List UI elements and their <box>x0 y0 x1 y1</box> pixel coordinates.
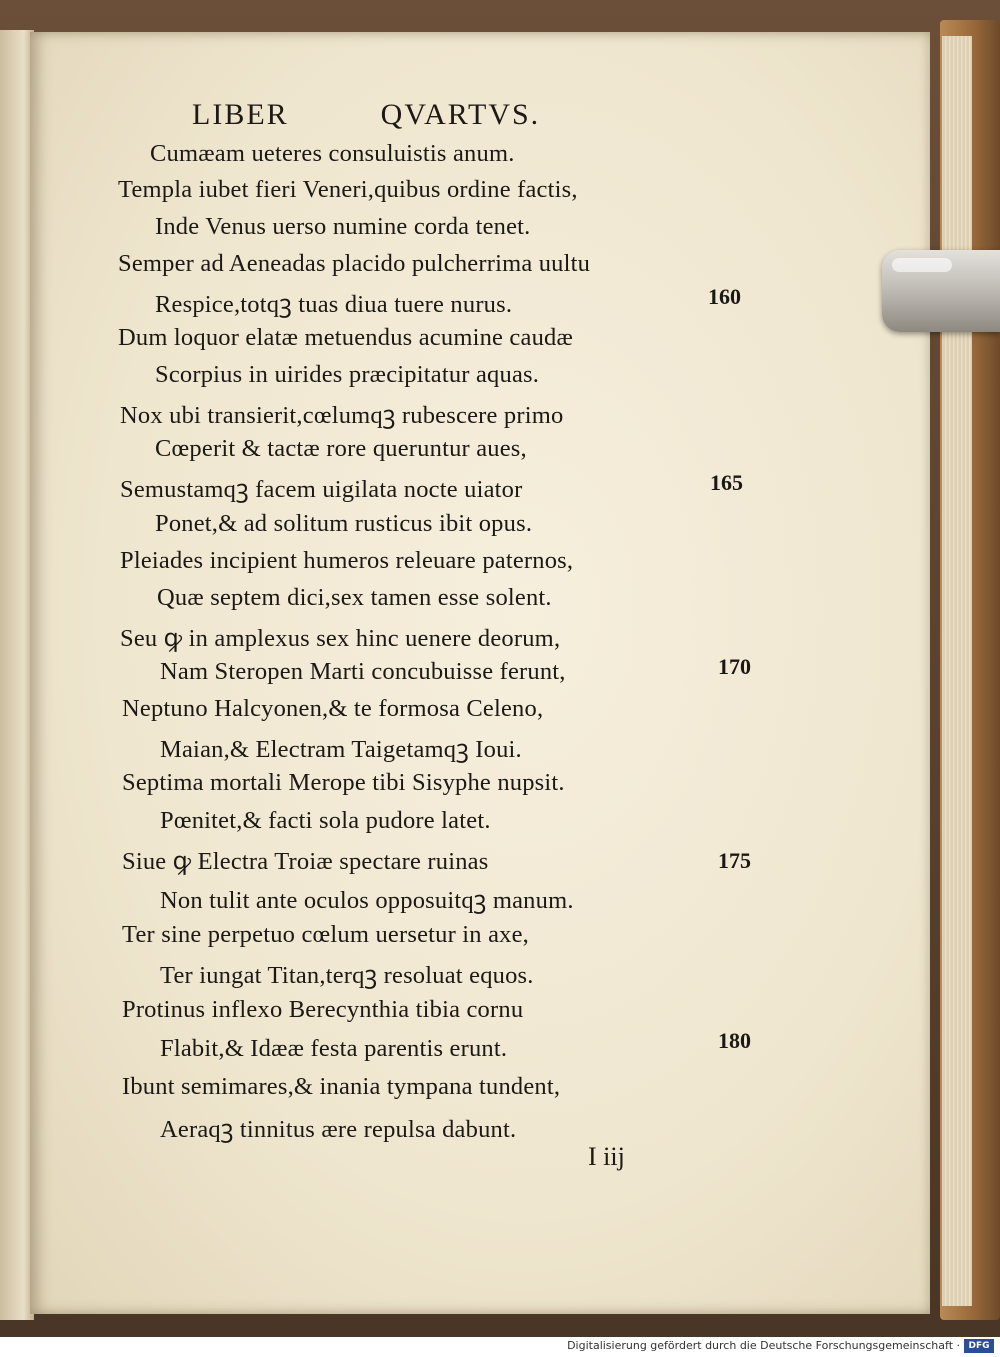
verse-line: Ter sine perpetuo cœlum uersetur in axe, <box>122 921 529 948</box>
verse-line: Nox ubi transierit,cœlumqꝫ rubescere primo <box>120 402 564 429</box>
footer-bar <box>0 1337 1000 1357</box>
verse-line: Ter iungat Titan,terqꝫ resoluat equos. <box>160 962 534 989</box>
line-number: 175 <box>718 848 751 873</box>
page-stack-edge <box>942 36 972 1306</box>
verse-line: Neptuno Halcyonen,& te formosa Celeno, <box>122 695 544 722</box>
header-right: QVARTVS. <box>380 98 541 131</box>
verse-line: Siue ꝙ Electra Troiæ spectare ruinas <box>122 848 489 875</box>
verse-line: Pleiades incipient humeros releuare paternos, <box>120 547 574 574</box>
facing-page-edge <box>0 30 34 1320</box>
verse-line: Respice,totqꝫ tuas diua tuere nurus. <box>155 291 513 318</box>
verse-line: Seu ꝙ in amplexus sex hinc uenere deorum, <box>120 625 561 652</box>
line-number: 170 <box>718 654 751 679</box>
verse-line: Quæ septem dici,sex tamen esse solent. <box>157 584 552 611</box>
verse-line: Non tulit ante oculos opposuitqꝫ manum. <box>160 887 574 914</box>
verse-line: Ponet,& ad solitum rusticus ibit opus. <box>155 510 533 537</box>
header-left: LIBER <box>192 98 289 131</box>
verse-line: Scorpius in uirides præcipitatur aquas. <box>155 361 540 388</box>
verse-line: Ibunt semimares,& inania tympana tundent, <box>122 1073 561 1100</box>
verse-line: Cœperit & tactæ rore queruntur aues, <box>155 435 527 462</box>
verse-line: Templa iubet fieri Veneri,quibus ordine factis, <box>118 176 578 203</box>
line-number: 160 <box>708 284 741 309</box>
verse-line: Pœnitet,& facti sola pudore latet. <box>160 807 491 834</box>
verse-line: Semustamqꝫ facem uigilata nocte uiator <box>120 476 523 503</box>
page-clip <box>882 250 1000 332</box>
verse-line: Protinus inflexo Berecynthia tibia cornu <box>122 996 524 1023</box>
verse-line: Maian,& Electram Taigetamqꝫ Ioui. <box>160 736 522 763</box>
signature-mark: I iij <box>588 1142 625 1171</box>
dfg-logo-icon: DFG <box>964 1339 994 1353</box>
verse-line: Flabit,& Idææ festa parentis erunt. <box>160 1035 508 1062</box>
verse-line: Cumæam ueteres consuluistis anum. <box>150 140 515 167</box>
verse-line: Inde Venus uerso numine corda tenet. <box>155 213 531 240</box>
funding-credit: Digitalisierung gefördert durch die Deutsche Forschungsgemeinschaft · <box>567 1339 960 1352</box>
verse-line: Aeraqꝫ tinnitus ære repulsa dabunt. <box>160 1116 517 1143</box>
line-number: 180 <box>718 1028 751 1053</box>
verse-line: Dum loquor elatæ metuendus acumine caudæ <box>118 324 574 351</box>
verse-line: Nam Steropen Marti concubuisse ferunt, <box>160 658 566 685</box>
line-number: 165 <box>710 470 743 495</box>
running-header <box>192 98 540 132</box>
verse-line: Septima mortali Merope tibi Sisyphe nupsit. <box>122 769 565 796</box>
verse-line: Semper ad Aeneadas placido pulcherrima uultu <box>118 250 591 277</box>
